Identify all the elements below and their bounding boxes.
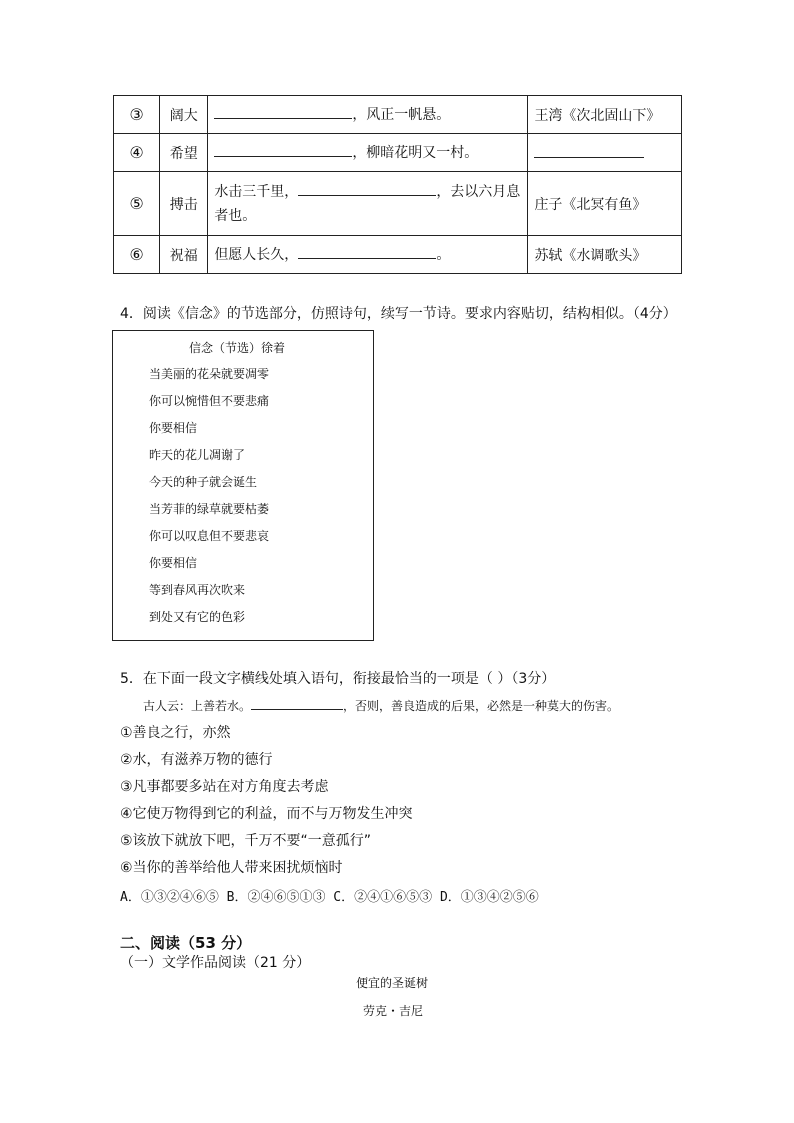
q5-passage <box>143 697 619 714</box>
row-number: ④ <box>114 134 160 172</box>
passage-text: 古人云：上善若水。 <box>143 699 252 713</box>
row-theme: 希望 <box>160 134 208 172</box>
line-text: 水击三千里， <box>214 183 299 200</box>
question-5-text: 5．在下面一段文字横线处填入语句，衔接最恰当的一项是（ ）（3分） <box>120 671 556 687</box>
poem-line: 你要相信 <box>149 556 198 570</box>
poem-line: 你可以惋惜但不要悲痛 <box>149 394 270 408</box>
q5-item: ⑥当你的善举给他人带来困扰烦恼时 <box>120 860 343 876</box>
poem-line: 等到春风再次吹来 <box>149 583 246 597</box>
row-line <box>208 236 528 274</box>
row-line <box>208 96 528 134</box>
passage-blank[interactable] <box>251 697 343 710</box>
q5-choices: A．①③②④⑥⑤ B．②④⑥⑤①③ C．②④①⑥⑤③ D．①③④②⑤⑥ <box>120 890 539 905</box>
row-theme: 祝福 <box>160 236 208 274</box>
poem-line: 到处又有它的色彩 <box>149 610 246 624</box>
line-text: 。 <box>436 246 451 263</box>
row-number: ⑤ <box>114 172 160 236</box>
table-row <box>114 172 682 236</box>
q5-item: ④它使万物得到它的利益，而不与万物发生冲突 <box>120 806 413 822</box>
answer-blank[interactable] <box>214 104 352 119</box>
answer-blank[interactable] <box>298 181 436 196</box>
section-heading: 二、阅读（53 分） <box>120 934 252 952</box>
row-source: 王湾《次北固山下》 <box>528 96 682 134</box>
line-text: 者也。 <box>214 207 257 224</box>
passage-text: ，否则，善良造成的后果，必然是一种莫大的伤害。 <box>343 699 620 713</box>
table-row <box>114 236 682 274</box>
poem-title: 信念（节选）徐着 <box>189 341 286 355</box>
line-text: ，风正一帆悬。 <box>352 106 451 123</box>
poem-line: 昨天的花儿凋谢了 <box>149 448 246 462</box>
answer-blank[interactable] <box>298 244 436 259</box>
row-line <box>208 172 528 236</box>
poem-line: 当美丽的花朵就要凋零 <box>149 367 270 381</box>
line-text: ，去以六月息 <box>436 183 521 200</box>
row-source <box>528 134 682 172</box>
poem-line: 你要相信 <box>149 421 198 435</box>
question-4-text: 4．阅读《信念》的节选部分，仿照诗句，续写一节诗。要求内容贴切，结构相似。（4分） <box>120 306 677 322</box>
poem-excerpt-box <box>112 330 374 641</box>
q5-item: ②水，有滋养万物的德行 <box>120 752 273 768</box>
q5-item: ①善良之行，亦然 <box>120 725 231 741</box>
article-author: 劳克・吉尼 <box>363 1004 424 1018</box>
row-source: 苏轼《水调歌头》 <box>528 236 682 274</box>
row-number: ⑥ <box>114 236 160 274</box>
table-row <box>114 134 682 172</box>
article-title: 便宜的圣诞树 <box>356 976 429 990</box>
q5-item: ③凡事都要多站在对方角度去考虑 <box>120 779 329 795</box>
section-subheading: （一）文学作品阅读（21 分） <box>120 955 311 971</box>
row-source: 庄子《北冥有鱼》 <box>528 172 682 236</box>
poem-lines-table <box>113 95 682 274</box>
row-theme: 搏击 <box>160 172 208 236</box>
line-text: 但愿人长久， <box>214 246 299 263</box>
q5-item: ⑤该放下就放下吧，千万不要“一意孤行” <box>120 833 372 849</box>
table-row <box>114 96 682 134</box>
answer-blank[interactable] <box>214 142 352 157</box>
source-blank[interactable] <box>534 143 644 158</box>
poem-line: 今天的种子就会诞生 <box>149 475 258 489</box>
row-theme: 阔大 <box>160 96 208 134</box>
poem-line: 你可以叹息但不要悲哀 <box>149 529 270 543</box>
row-line <box>208 134 528 172</box>
poem-line: 当芳菲的绿草就要枯萎 <box>149 502 270 516</box>
row-number: ③ <box>114 96 160 134</box>
line-text: ，柳暗花明又一村。 <box>352 144 479 161</box>
